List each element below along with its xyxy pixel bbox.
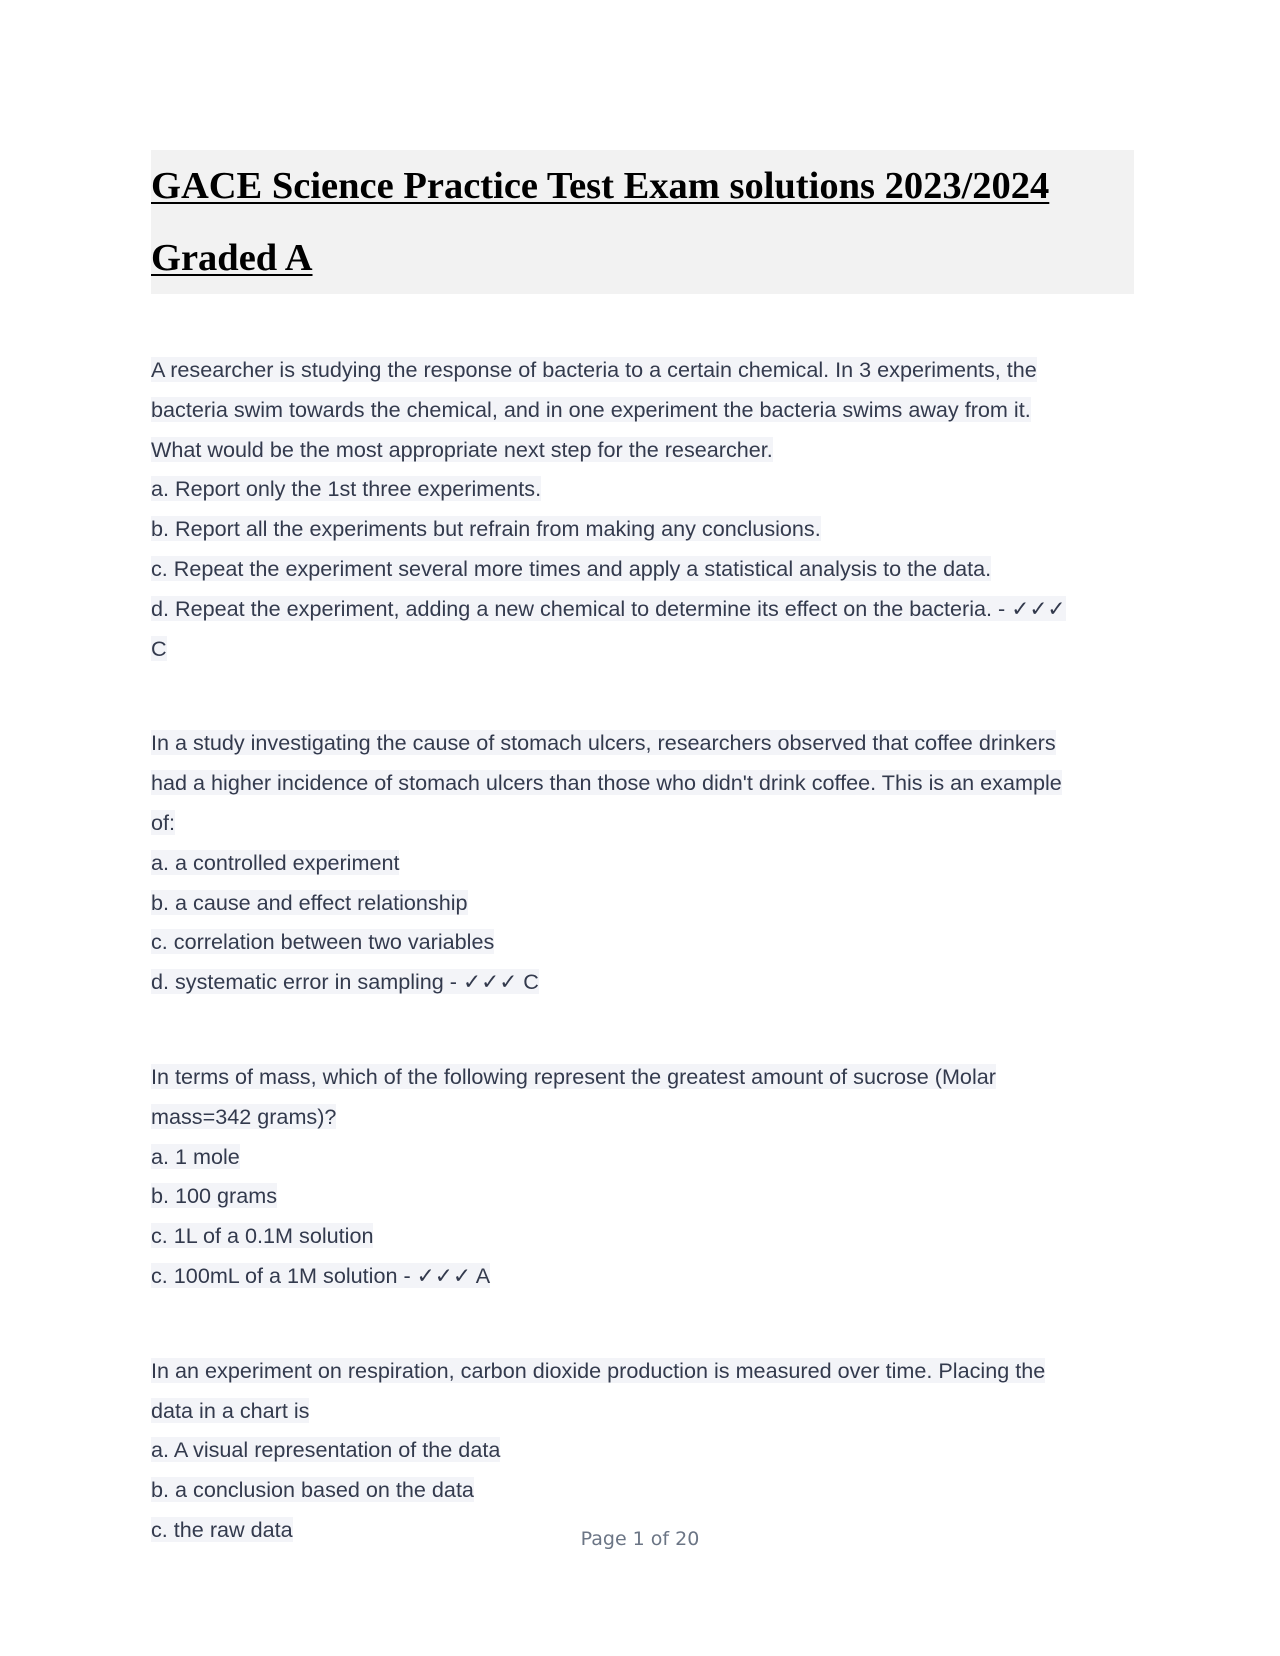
page-content <box>151 150 1136 1550</box>
answer-option-c: c. 1L of a 0.1M solution <box>151 1223 374 1249</box>
answer-option-c: c. Repeat the experiment several more times and apply a statistical analysis to the data. <box>151 555 992 581</box>
question-text-line: had a higher incidence of stomach ulcers than those who didn't drink coffee. This is an example <box>151 770 1062 796</box>
question-text-line: In a study investigating the cause of stomach ulcers, researchers observed that coffee drinkers <box>151 730 1056 756</box>
answer-option-a: a. Report only the 1st three experiments. <box>151 476 542 502</box>
page-number: Page 1 of 20 <box>580 1528 700 1550</box>
question-3 <box>151 1057 1136 1296</box>
answer-option-b: b. Report all the experiments but refrain from making any conclusions. <box>151 516 821 542</box>
answer-option-b: b. 100 grams <box>151 1183 278 1209</box>
answer-option-c: c. the raw data <box>151 1516 293 1542</box>
correct-answer: C <box>151 635 167 661</box>
title-line-2: Graded A <box>151 237 313 279</box>
question-text-line: bacteria swim towards the chemical, and in one experiment the bacteria swims away from it. <box>151 396 1031 422</box>
question-1 <box>151 350 1136 668</box>
question-text-line: In terms of mass, which of the following represent the greatest amount of sucrose (Molar <box>151 1063 996 1089</box>
question-text-line: In an experiment on respiration, carbon dioxide production is measured over time. Placing the <box>151 1357 1046 1383</box>
question-text-line: What would be the most appropriate next step for the researcher. <box>151 436 773 462</box>
document-title <box>151 150 1134 294</box>
question-2 <box>151 723 1136 1002</box>
title-line-1: GACE Science Practice Test Exam solutions 2023/2024 <box>151 165 1050 207</box>
answer-option-c-second: c. 100mL of a 1M solution - ✓✓✓ A <box>151 1262 491 1288</box>
answer-option-d: d. systematic error in sampling - ✓✓✓ C <box>151 969 539 995</box>
answer-option-b: b. a conclusion based on the data <box>151 1477 474 1503</box>
answer-option-a: a. 1 mole <box>151 1143 240 1169</box>
answer-option-b: b. a cause and effect relationship <box>151 889 468 915</box>
question-text-line: data in a chart is <box>151 1397 310 1423</box>
question-text-line: of: <box>151 809 176 835</box>
question-4 <box>151 1351 1136 1550</box>
question-text-line: A researcher is studying the response of bacteria to a certain chemical. In 3 experiments, the <box>151 357 1037 382</box>
answer-option-c: c. correlation between two variables <box>151 929 495 955</box>
answer-option-d: d. Repeat the experiment, adding a new chemical to determine its effect on the bacteria. - ✓✓✓ <box>151 595 1066 621</box>
question-text-line: mass=342 grams)? <box>151 1103 337 1129</box>
answer-option-a: a. a controlled experiment <box>151 849 400 875</box>
answer-option-a: a. A visual representation of the data <box>151 1437 501 1463</box>
